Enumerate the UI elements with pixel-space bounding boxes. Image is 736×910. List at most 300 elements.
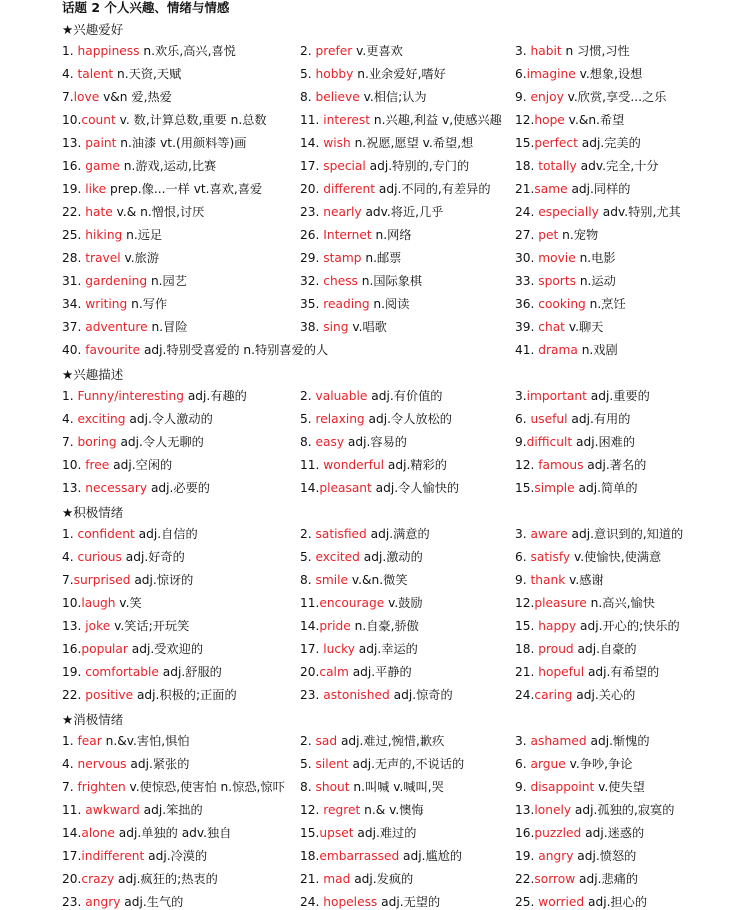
entry-definition: adj.有用的 bbox=[567, 412, 631, 426]
vocab-entry bbox=[62, 549, 185, 565]
entry-number: 15. bbox=[515, 619, 539, 633]
entry-word: joke bbox=[85, 619, 111, 633]
entry-definition: adj.迷惑的 bbox=[581, 826, 645, 840]
entry-number: 35. bbox=[300, 297, 324, 311]
entry-word: important bbox=[526, 389, 587, 403]
entry-number: 21. bbox=[300, 872, 324, 886]
section-heading-positive-emotions: ★积极情绪 bbox=[62, 505, 124, 520]
vocab-entry bbox=[62, 664, 222, 680]
entry-definition: adj.单独的 adv.独自 bbox=[114, 826, 232, 840]
entry-word: popular bbox=[81, 642, 128, 656]
entry-number: 17. bbox=[300, 159, 324, 173]
entry-definition: adj.发疯的 bbox=[350, 872, 414, 886]
entry-number: 19. bbox=[62, 665, 86, 679]
vocab-entry bbox=[62, 756, 189, 772]
entry-word: same bbox=[534, 182, 568, 196]
vocab-entry bbox=[300, 779, 444, 795]
entry-definition: adj.无声的,不说话的 bbox=[348, 757, 465, 771]
entry-definition: n.油漆 vt.(用颜料等)画 bbox=[116, 136, 247, 150]
entry-number: 22. bbox=[62, 688, 86, 702]
entry-definition: v.唱歌 bbox=[348, 320, 387, 334]
vocab-entry bbox=[515, 549, 661, 565]
entry-number: 36. bbox=[515, 297, 539, 311]
entry-word: sing bbox=[323, 320, 349, 334]
vocab-entry bbox=[300, 204, 443, 220]
entry-number: 41. bbox=[515, 343, 539, 357]
vocab-entry bbox=[62, 825, 231, 841]
vocab-entry bbox=[300, 434, 407, 450]
entry-number: 3. bbox=[515, 527, 531, 541]
vocab-entry bbox=[515, 66, 642, 82]
vocab-entry bbox=[62, 595, 142, 611]
vocab-entry bbox=[300, 319, 387, 335]
entry-word: hopeful bbox=[538, 665, 585, 679]
entry-definition: prep.像...一样 vt.喜欢,喜爱 bbox=[106, 182, 263, 196]
entry-number: 7. bbox=[62, 573, 74, 587]
entry-number: 5. bbox=[300, 550, 316, 564]
vocab-entry bbox=[515, 595, 655, 611]
entry-word: chess bbox=[323, 274, 358, 288]
vocab-entry bbox=[300, 756, 464, 772]
entry-number: 8. bbox=[300, 780, 316, 794]
entry-word: nearly bbox=[323, 205, 362, 219]
vocab-entry bbox=[515, 434, 635, 450]
entry-word: difficult bbox=[526, 435, 573, 449]
entry-definition: adj.满意的 bbox=[366, 527, 430, 541]
entry-definition: adj.笨拙的 bbox=[139, 803, 203, 817]
vocab-entry bbox=[62, 227, 162, 243]
entry-number: 22. bbox=[62, 205, 86, 219]
entry-number: 14. bbox=[62, 826, 82, 840]
vocab-entry bbox=[515, 89, 666, 105]
entry-word: hiking bbox=[85, 228, 123, 242]
vocab-entry bbox=[515, 342, 618, 358]
vocab-entry bbox=[515, 273, 616, 289]
vocab-entry bbox=[300, 848, 462, 864]
entry-word: famous bbox=[538, 458, 584, 472]
entry-word: relaxing bbox=[315, 412, 365, 426]
entry-definition: adj.无望的 bbox=[377, 895, 441, 909]
entry-word: simple bbox=[534, 481, 575, 495]
entry-number: 23. bbox=[300, 205, 324, 219]
entry-word: Internet bbox=[323, 228, 372, 242]
entry-word: shout bbox=[315, 780, 350, 794]
entry-number: 26. bbox=[300, 228, 324, 242]
entry-number: 34. bbox=[62, 297, 86, 311]
vocab-entry bbox=[300, 825, 416, 841]
section-heading-interest-description: ★兴趣描述 bbox=[62, 367, 124, 382]
entry-word: aware bbox=[530, 527, 568, 541]
vocab-entry bbox=[62, 43, 236, 59]
vocab-entry bbox=[300, 733, 444, 749]
entry-word: disappoint bbox=[530, 780, 595, 794]
entry-definition: n.自豪,骄傲 bbox=[350, 619, 419, 633]
entry-word: angry bbox=[538, 849, 574, 863]
section-heading-negative-emotions: ★消极情绪 bbox=[62, 712, 124, 727]
vocab-entry bbox=[300, 871, 413, 887]
entry-word: argue bbox=[530, 757, 566, 771]
entry-word: drama bbox=[538, 343, 578, 357]
entry-definition: v.欣赏,享受...之乐 bbox=[563, 90, 667, 104]
entry-number: 40. bbox=[62, 343, 86, 357]
vocab-entry bbox=[300, 894, 440, 910]
vocab-entry bbox=[62, 733, 190, 749]
entry-word: hope bbox=[534, 113, 565, 127]
vocab-entry bbox=[300, 572, 408, 588]
vocab-entry bbox=[62, 250, 159, 266]
entry-number: 13. bbox=[62, 136, 86, 150]
entry-word: chat bbox=[538, 320, 565, 334]
vocab-entry bbox=[300, 664, 412, 680]
entry-word: ashamed bbox=[530, 734, 587, 748]
entry-number: 3. bbox=[515, 44, 531, 58]
entry-definition: v. 数,计算总数,重要 n.总数 bbox=[115, 113, 267, 127]
entry-word: reading bbox=[323, 297, 370, 311]
entry-word: frighten bbox=[77, 780, 126, 794]
entry-word: proud bbox=[538, 642, 574, 656]
entry-number: 14. bbox=[300, 481, 320, 495]
entry-definition: adj.同样的 bbox=[567, 182, 631, 196]
vocab-entry bbox=[300, 296, 409, 312]
entry-word: hate bbox=[85, 205, 113, 219]
entry-number: 2. bbox=[300, 527, 316, 541]
entry-definition: adj.完美的 bbox=[577, 136, 641, 150]
entry-definition: adv.完全,十分 bbox=[576, 159, 659, 173]
vocab-entry bbox=[515, 204, 681, 220]
entry-word: different bbox=[323, 182, 376, 196]
entry-word: special bbox=[323, 159, 366, 173]
entry-word: love bbox=[73, 90, 100, 104]
entry-definition: adj.疯狂的;热衷的 bbox=[114, 872, 218, 886]
entry-number: 7. bbox=[62, 435, 78, 449]
entry-word: positive bbox=[85, 688, 134, 702]
entry-word: adventure bbox=[85, 320, 148, 334]
entry-definition: adj.自信的 bbox=[134, 527, 198, 541]
entry-word: valuable bbox=[315, 389, 368, 403]
entry-number: 17. bbox=[62, 849, 82, 863]
entry-number: 25. bbox=[62, 228, 86, 242]
entry-number: 27. bbox=[515, 228, 539, 242]
entry-definition: adj.重要的 bbox=[586, 389, 650, 403]
vocab-entry bbox=[62, 641, 203, 657]
entry-definition: adj.容易的 bbox=[344, 435, 407, 449]
entry-number: 18. bbox=[515, 159, 539, 173]
entry-number: 2. bbox=[300, 389, 316, 403]
entry-word: pleasure bbox=[534, 596, 587, 610]
vocab-entry bbox=[300, 181, 491, 197]
vocab-entry bbox=[62, 802, 203, 818]
entry-definition: v.笑话;开玩笑 bbox=[110, 619, 190, 633]
entry-word: upset bbox=[319, 826, 354, 840]
vocab-entry bbox=[62, 572, 193, 588]
entry-word: confident bbox=[77, 527, 135, 541]
entry-definition: n.网络 bbox=[371, 228, 412, 242]
entry-definition: n.写作 bbox=[127, 297, 168, 311]
vocab-entry bbox=[515, 181, 631, 197]
entry-word: silent bbox=[315, 757, 349, 771]
entry-definition: adj.令人愉快的 bbox=[371, 481, 460, 495]
entry-word: worried bbox=[538, 895, 585, 909]
vocab-entry bbox=[62, 848, 207, 864]
entry-word: surprised bbox=[73, 573, 131, 587]
entry-word: awkward bbox=[85, 803, 140, 817]
entry-number: 9. bbox=[515, 90, 531, 104]
entry-word: imagine bbox=[526, 67, 576, 81]
vocab-entry bbox=[515, 756, 632, 772]
entry-word: stamp bbox=[323, 251, 362, 265]
entry-definition: n.兴趣,利益 v,使感兴趣 bbox=[370, 113, 502, 127]
vocab-entry bbox=[62, 871, 218, 887]
vocab-entry bbox=[515, 296, 626, 312]
entry-word: fear bbox=[77, 734, 102, 748]
vocab-entry bbox=[515, 480, 638, 496]
entry-definition: n.叫喊 v.喊叫,哭 bbox=[349, 780, 444, 794]
entry-definition: v&n 爱,热爱 bbox=[99, 90, 172, 104]
entry-number: 1. bbox=[62, 527, 78, 541]
entry-definition: adj.幸运的 bbox=[354, 642, 418, 656]
vocab-entry bbox=[300, 526, 430, 542]
vocab-entry bbox=[300, 595, 423, 611]
entry-number: 18. bbox=[515, 642, 539, 656]
entry-word: sports bbox=[538, 274, 576, 288]
entry-number: 1. bbox=[62, 44, 78, 58]
entry-number: 7. bbox=[62, 90, 74, 104]
vocab-entry bbox=[62, 66, 181, 82]
entry-definition: adj.开心的;快乐的 bbox=[576, 619, 680, 633]
entry-number: 8. bbox=[300, 573, 316, 587]
entry-definition: v.使失望 bbox=[594, 780, 645, 794]
entry-definition: adj.不同的,有差异的 bbox=[375, 182, 491, 196]
entry-definition: v.相信;认为 bbox=[359, 90, 427, 104]
entry-number: 8. bbox=[300, 90, 316, 104]
entry-definition: v.&n.希望 bbox=[564, 113, 625, 127]
vocab-entry bbox=[515, 825, 644, 841]
entry-word: travel bbox=[85, 251, 121, 265]
entry-word: smile bbox=[315, 573, 349, 587]
vocab-entry bbox=[300, 112, 502, 128]
entry-definition: n.园艺 bbox=[147, 274, 187, 288]
entry-definition: adj.难过,惋惜,歉疚 bbox=[337, 734, 445, 748]
vocab-entry bbox=[300, 227, 412, 243]
entry-definition: adj.好奇的 bbox=[121, 550, 185, 564]
entry-word: necessary bbox=[85, 481, 148, 495]
entry-number: 14. bbox=[300, 136, 324, 150]
entry-definition: adj.受欢迎的 bbox=[127, 642, 204, 656]
entry-word: enjoy bbox=[530, 90, 564, 104]
entry-word: easy bbox=[315, 435, 345, 449]
entry-number: 25. bbox=[515, 895, 539, 909]
vocab-entry bbox=[515, 687, 635, 703]
entry-number: 30. bbox=[515, 251, 539, 265]
entry-number: 12. bbox=[300, 803, 324, 817]
vocab-entry bbox=[515, 871, 638, 887]
entry-word: crazy bbox=[81, 872, 115, 886]
entry-word: free bbox=[85, 458, 110, 472]
entry-number: 39. bbox=[515, 320, 539, 334]
entry-number: 4. bbox=[62, 67, 78, 81]
entry-number: 10. bbox=[62, 113, 82, 127]
entry-definition: n.&v.害怕,惧怕 bbox=[101, 734, 190, 748]
entry-word: Funny/interesting bbox=[77, 389, 184, 403]
entry-number: 10. bbox=[62, 458, 86, 472]
entry-definition: n.& v.懊悔 bbox=[360, 803, 424, 817]
vocab-entry bbox=[300, 641, 418, 657]
entry-number: 29. bbox=[300, 251, 324, 265]
entry-definition: v.笑 bbox=[115, 596, 142, 610]
entry-definition: n 习惯,习性 bbox=[561, 44, 630, 58]
entry-word: mad bbox=[323, 872, 351, 886]
entry-number: 20. bbox=[300, 665, 320, 679]
entry-number: 1. bbox=[62, 389, 78, 403]
entry-definition: v.更喜欢 bbox=[352, 44, 403, 58]
vocab-entry bbox=[62, 457, 172, 473]
entry-word: game bbox=[85, 159, 120, 173]
entry-definition: v.争吵,争论 bbox=[565, 757, 633, 771]
entry-definition: adj.担心的 bbox=[584, 895, 648, 909]
entry-word: lonely bbox=[534, 803, 572, 817]
entry-number: 6. bbox=[515, 67, 527, 81]
entry-number: 18. bbox=[300, 849, 320, 863]
vocab-entry bbox=[300, 687, 453, 703]
vocab-entry bbox=[62, 894, 183, 910]
vocab-entry bbox=[515, 457, 646, 473]
entry-number: 13. bbox=[62, 481, 86, 495]
entry-number: 9. bbox=[515, 573, 531, 587]
vocab-entry bbox=[300, 618, 419, 634]
entry-word: paint bbox=[85, 136, 117, 150]
entry-definition: adj.积极的;正面的 bbox=[133, 688, 237, 702]
entry-definition: adj.意识到的,知道的 bbox=[567, 527, 684, 541]
entry-word: astonished bbox=[323, 688, 390, 702]
entry-number: 6. bbox=[515, 757, 531, 771]
entry-definition: n.天资,天赋 bbox=[113, 67, 182, 81]
vocab-entry bbox=[515, 894, 647, 910]
entry-definition: adj.简单的 bbox=[574, 481, 638, 495]
entry-word: like bbox=[85, 182, 107, 196]
entry-definition: adj.紧张的 bbox=[126, 757, 190, 771]
vocab-entry bbox=[62, 181, 262, 197]
vocab-entry bbox=[515, 158, 659, 174]
entry-number: 21. bbox=[515, 665, 539, 679]
entry-definition: adj.舒服的 bbox=[158, 665, 222, 679]
section-heading-interests: ★兴趣爱好 bbox=[62, 22, 124, 37]
entry-definition: adj.惊讶的 bbox=[130, 573, 194, 587]
entry-word: embarrassed bbox=[319, 849, 400, 863]
entry-definition: adj.特别受喜爱的 n.特别喜爱的人 bbox=[140, 343, 329, 357]
vocab-entry bbox=[515, 618, 680, 634]
entry-number: 5. bbox=[300, 412, 316, 426]
entry-number: 12. bbox=[515, 458, 539, 472]
entry-definition: adj.令人无聊的 bbox=[116, 435, 204, 449]
entry-definition: adj.令人激动的 bbox=[125, 412, 213, 426]
vocab-entry bbox=[515, 572, 604, 588]
vocab-entry bbox=[62, 319, 188, 335]
vocab-entry bbox=[62, 273, 187, 289]
vocab-entry bbox=[300, 411, 452, 427]
vocab-entry bbox=[62, 204, 204, 220]
vocab-entry bbox=[515, 227, 598, 243]
vocab-entry bbox=[300, 250, 401, 266]
entry-number: 15. bbox=[515, 136, 535, 150]
entry-number: 17. bbox=[300, 642, 324, 656]
entry-definition: n.邮票 bbox=[361, 251, 402, 265]
entry-number: 3. bbox=[515, 734, 531, 748]
vocab-entry bbox=[300, 66, 446, 82]
entry-word: favourite bbox=[85, 343, 141, 357]
entry-definition: adv.特别,尤其 bbox=[598, 205, 681, 219]
entry-word: cooking bbox=[538, 297, 586, 311]
entry-word: especially bbox=[538, 205, 599, 219]
entry-definition: n.宠物 bbox=[558, 228, 599, 242]
entry-definition: n.远足 bbox=[122, 228, 163, 242]
entry-word: movie bbox=[538, 251, 576, 265]
vocab-entry bbox=[62, 434, 204, 450]
vocab-entry bbox=[300, 549, 423, 565]
entry-word: regret bbox=[323, 803, 361, 817]
vocab-entry bbox=[62, 342, 328, 358]
entry-number: 16. bbox=[515, 826, 535, 840]
entry-definition: adj.有趣的 bbox=[183, 389, 247, 403]
entry-definition: n.高兴,愉快 bbox=[586, 596, 655, 610]
vocab-entry bbox=[62, 779, 285, 795]
entry-number: 12. bbox=[515, 596, 535, 610]
entry-number: 20. bbox=[62, 872, 82, 886]
entry-definition: v.鼓励 bbox=[384, 596, 423, 610]
entry-definition: v.使惊恐,使害怕 n.惊恐,惊吓 bbox=[125, 780, 285, 794]
vocab-entry bbox=[300, 480, 459, 496]
entry-definition: adj.令人放松的 bbox=[364, 412, 452, 426]
entry-number: 37. bbox=[62, 320, 86, 334]
entry-definition: adj.孤独的,寂寞的 bbox=[571, 803, 675, 817]
entry-definition: adj.愤怒的 bbox=[573, 849, 637, 863]
entry-number: 4. bbox=[62, 757, 78, 771]
entry-word: laugh bbox=[81, 596, 116, 610]
vocab-entry bbox=[300, 89, 427, 105]
entry-word: encourage bbox=[319, 596, 385, 610]
entry-definition: v.& n.憎恨,讨厌 bbox=[112, 205, 205, 219]
entry-definition: n.业余爱好,嗜好 bbox=[353, 67, 446, 81]
entry-word: wish bbox=[323, 136, 351, 150]
entry-word: perfect bbox=[534, 136, 578, 150]
entry-number: 10. bbox=[62, 596, 82, 610]
entry-word: happiness bbox=[77, 44, 140, 58]
entry-definition: adj.空闲的 bbox=[109, 458, 173, 472]
entry-definition: adj.自豪的 bbox=[573, 642, 637, 656]
entry-number: 1. bbox=[62, 734, 78, 748]
entry-word: habit bbox=[530, 44, 562, 58]
entry-definition: adj.有希望的 bbox=[584, 665, 660, 679]
vocab-entry bbox=[515, 848, 636, 864]
entry-number: 32. bbox=[300, 274, 324, 288]
vocab-entry bbox=[515, 802, 674, 818]
entry-number: 16. bbox=[62, 642, 82, 656]
vocab-entry bbox=[62, 158, 216, 174]
vocab-entry bbox=[300, 43, 403, 59]
entry-word: angry bbox=[85, 895, 121, 909]
entry-definition: adj.关心的 bbox=[572, 688, 636, 702]
entry-word: hopeless bbox=[323, 895, 378, 909]
entry-number: 14. bbox=[300, 619, 320, 633]
entry-number: 6. bbox=[515, 550, 531, 564]
entry-definition: adj.著名的 bbox=[583, 458, 647, 472]
entry-word: talent bbox=[77, 67, 114, 81]
entry-number: 2. bbox=[300, 734, 316, 748]
entry-word: interest bbox=[323, 113, 371, 127]
vocab-entry bbox=[515, 664, 659, 680]
entry-number: 2. bbox=[300, 44, 316, 58]
entry-word: satisfy bbox=[530, 550, 571, 564]
entry-number: 13. bbox=[515, 803, 535, 817]
